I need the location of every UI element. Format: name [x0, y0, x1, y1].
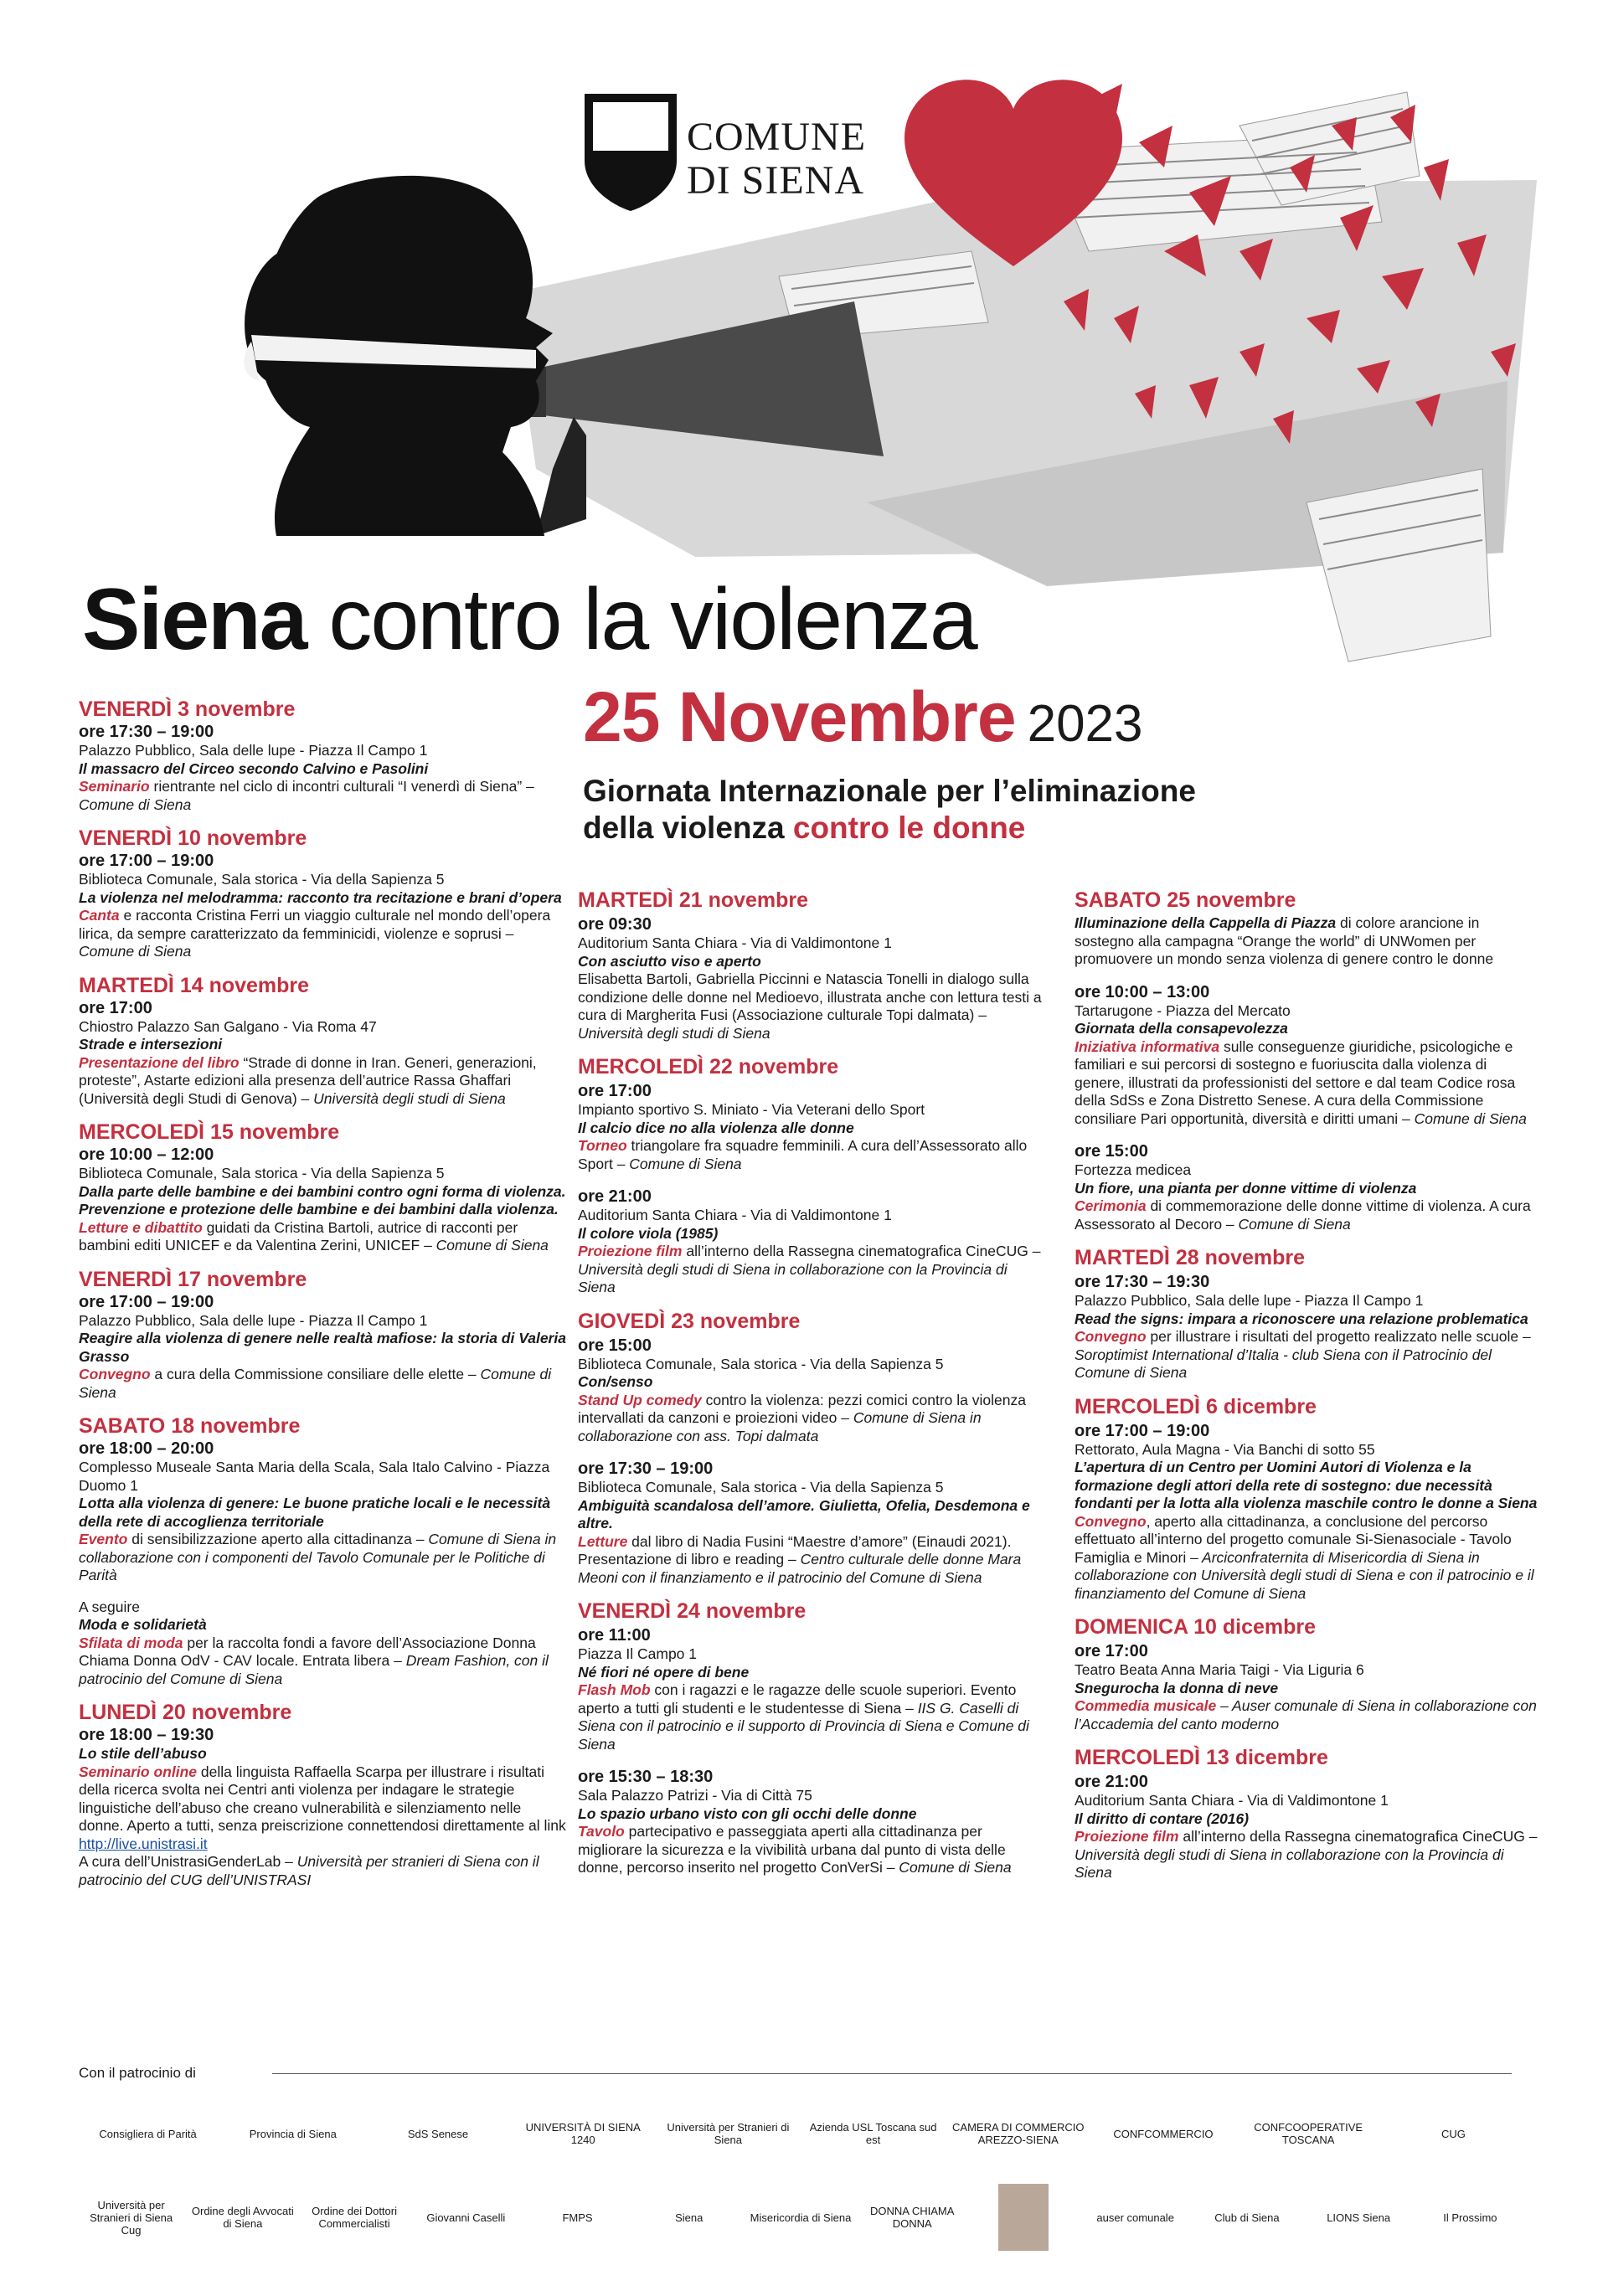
siena-shield-icon	[585, 94, 677, 211]
event-day: VENERDÌ 17 novembre	[79, 1267, 307, 1291]
event-desc: Convegno a cura della Commissione consiliare delle elette – Comune di Siena	[79, 1366, 552, 1401]
event-desc-text: Elisabetta Bartoli, Gabriella Piccinni e Natascia Tonelli in dialogo sulla condizione delle donne nel Medioevo, illustrata anche con lettura testi a cura di Margherita Fusi (Associazione culturale Topi dalmata)	[578, 970, 1042, 1023]
event-organizer: – Università degli studi di Siena in collaborazione con la Provincia di Siena	[1075, 1828, 1538, 1881]
event-entry	[79, 973, 569, 1109]
event-organizer: – Comune di Siena	[612, 1155, 742, 1172]
sponsor-logo: CAMERA DI COMMERCIO AREZZO-SIENA	[952, 2121, 1085, 2146]
event-entry: LUNEDÌ 20 novembre ore 18:00 – 19:30 Lo stile dell’abuso Seminario online della linguista Raffaella Scarpa per illustrare i risultati della ricerca svolta nei Centri anti violenza per indagare le strategie linguistiche dell’abuso che creano vulnerabilità e silenziamento nelle donne. Aperto a tutti, senza preiscrizione connettendosi direttamente al link http://live.unistrasi.it A cura dell’UnistrasiGenderLab – Università per stranieri di Siena con il patrocinio del CUG dell’UNISTRASI	[79, 1700, 569, 1889]
event-time: ore 17:00	[1075, 1642, 1148, 1660]
event-desc-text: , aperto alla cittadinanza, a conclusione del percorso effettuato all’interno del progetto comunale Si-Sienasociale - Tavolo Famiglia e Minori	[1075, 1512, 1512, 1566]
event-place: Fortezza medicea	[1075, 1161, 1192, 1178]
logo-text: COMUNE DI SIENA	[687, 115, 867, 203]
event-time: ore 15:30 – 18:30	[578, 1768, 714, 1786]
event-entry	[578, 888, 1047, 1042]
sponsor-logo: auser comunale	[1096, 2211, 1174, 2224]
event-followup: A seguire Moda e solidarietà Sfilata di moda per la raccolta fondi a favore dell’Associazione Donna Chiama Donna OdV - CAV locale. Entrata libera – Dream Fashion, con il patrocinio del Comune di Siena	[79, 1598, 549, 1687]
event-place: Biblioteca Comunale, Sala storica - Via della Sapienza 5	[578, 1479, 944, 1495]
event-place: Palazzo Pubblico, Sala delle lupe - Piazza Il Campo 1	[79, 742, 428, 759]
event-place: Biblioteca Comunale, Sala storica - Via della Sapienza 5	[79, 871, 445, 888]
event-session	[578, 1767, 1047, 1877]
event-kind: Tavolo	[578, 1823, 625, 1840]
event-organizer: – Università degli studi di Siena in collaborazione con la Provincia di Siena	[578, 1243, 1041, 1295]
event-place: Complesso Museale Santa Maria della Scala, Sala Italo Calvino - Piazza Duomo 1	[79, 1459, 550, 1494]
event-kind: Stand Up comedy	[578, 1391, 702, 1408]
event-entry	[578, 1054, 1047, 1297]
sponsor-logo: CUG	[1440, 2127, 1466, 2140]
event-entry	[578, 1309, 1047, 1588]
event-kind: Commedia musicale	[1075, 1697, 1217, 1714]
event-place: Palazzo Pubblico, Sala delle lupe - Piazza Il Campo 1	[79, 1311, 428, 1329]
sponsor-logo: Club di Siena	[1214, 2211, 1280, 2224]
event-desc	[1075, 1038, 1539, 1129]
event-title: Reagire alla violenza di genere nelle realtà mafiose: la storia di Valeria Grasso	[79, 1330, 566, 1365]
event-entry	[578, 1598, 1047, 1877]
sponsor-logo: Provincia di Siena	[249, 2127, 337, 2140]
event-title: Con/senso	[578, 1373, 653, 1390]
event-organizer: – Auser comunale di Siena in collaborazione con l’Accademia del canto moderno	[1075, 1697, 1537, 1732]
sponsor-logo: FMPS	[562, 2211, 593, 2224]
event-time: ore 11:00	[578, 1626, 651, 1645]
event-kind: Torneo	[578, 1137, 627, 1154]
event-desc	[578, 1823, 1047, 1877]
date-block	[583, 677, 1337, 847]
event-desc: Evento di sensibilizzazione aperto alla cittadinanza – Comune di Siena in collaborazione con i componenti del Tavolo Comunale per le Politiche di Parità	[79, 1531, 557, 1583]
event-day: MERCOLEDÌ 22 novembre	[578, 1055, 839, 1079]
event-session	[1075, 1772, 1539, 1882]
event-title: L’apertura di un Centro per Uomini Autori di Violenza e la formazione degli attori della rete di sostegno: due necessità fondanti per la lotta alla violenza maschile contro le donne a Siena	[1075, 1459, 1538, 1511]
event-entry	[79, 697, 569, 814]
event-desc	[578, 1392, 1047, 1446]
event-year: 2023	[1027, 695, 1143, 753]
event-time: ore 17:30 – 19:00	[79, 723, 214, 741]
event-place: Biblioteca Comunale, Sala storica - Via della Sapienza 5	[79, 1165, 445, 1181]
program-column-1	[79, 697, 569, 1901]
event-session	[578, 914, 1047, 1042]
event-organizer: – Soroptimist International d’Italia - club Siena con il Patrocinio del Comune di Siena	[1075, 1328, 1531, 1381]
event-entry	[79, 1413, 569, 1688]
event-desc-text: triangolare fra squadre femminili. A cura dell’Assessorato allo Sport	[578, 1137, 1028, 1172]
event-desc: Seminario rientrante nel ciclo di incontri culturali “I venerdì di Siena” – Comune di Siena	[79, 778, 534, 813]
event-time: ore 10:00 – 12:00	[79, 1145, 214, 1164]
event-organizer: – Comune di Siena	[882, 1859, 1012, 1876]
event-title: Né fiori né opere di bene	[578, 1663, 750, 1681]
event-title: Ambiguità scandalosa dell’amore. Giulietta, Ofelia, Desdemona e altre.	[578, 1496, 1030, 1532]
event-entry	[79, 1120, 569, 1255]
event-title: Lo spazio urbano visto con gli occhi delle donne	[578, 1804, 917, 1822]
event-session	[1075, 1641, 1539, 1733]
event-title: Lo stile dell’abuso	[79, 1745, 207, 1762]
event-desc-text: all’interno della Rassegna cinematografica CineCUG	[682, 1243, 1028, 1259]
event-kind: Proiezione film	[578, 1243, 683, 1259]
event-kind: Flash Mob	[578, 1681, 651, 1698]
event-organizer: – Comune di Siena	[1398, 1109, 1527, 1127]
sponsor-logo: Università per Stranieri di Siena Cug	[90, 2198, 173, 2237]
event-entry	[1075, 888, 1539, 1233]
event-time: ore 21:00	[578, 1187, 652, 1206]
hero-illustration	[0, 0, 1608, 670]
patronage-label: Con il patrocinio di	[79, 2065, 196, 2081]
event-time: ore 10:00 – 13:00	[1075, 982, 1210, 1001]
sponsor-logo: UNIVERSITÀ DI SIENA 1240	[525, 2121, 641, 2146]
event-desc-text: all’interno della Rassegna cinematografica CineCUG	[1178, 1828, 1525, 1845]
event-entry	[79, 826, 569, 961]
event-desc	[578, 1243, 1047, 1297]
event-kind: Iniziativa informativa	[1075, 1037, 1220, 1055]
event-kind: Proiezione film	[1075, 1828, 1179, 1845]
event-day: LUNEDÌ 20 novembre	[79, 1701, 292, 1724]
event-place: Chiostro Palazzo San Galgano - Via Roma 47	[79, 1017, 377, 1035]
event-place: Auditorium Santa Chiara - Via di Valdimontone 1	[578, 1207, 892, 1223]
event-time: ore 15:00	[1075, 1142, 1148, 1161]
event-desc	[1075, 1513, 1539, 1604]
event-day: SABATO 25 novembre	[1075, 888, 1296, 912]
event-day: MARTEDÌ 28 novembre	[1075, 1246, 1306, 1269]
event-desc	[578, 1137, 1047, 1173]
sponsor-logo: LIONS Siena	[1327, 2211, 1391, 2224]
event-time: ore 17:00 – 19:00	[79, 1292, 214, 1311]
event-time: ore 17:00 – 19:00	[79, 852, 214, 870]
event-day: SABATO 18 novembre	[79, 1414, 301, 1438]
sponsor-logo: Siena	[675, 2211, 704, 2224]
event-session	[578, 1336, 1047, 1446]
event-time: ore 18:00 – 19:30	[79, 1726, 214, 1744]
event-title: Un fiore, una pianta per donne vittime di violenza	[1075, 1179, 1417, 1197]
event-time: ore 17:30 – 19:30	[1075, 1273, 1210, 1291]
event-session	[578, 1625, 1047, 1753]
sponsor-logo: CONFCOOPERATIVE TOSCANA	[1254, 2121, 1363, 2146]
event-place: Auditorium Santa Chiara - Via di Valdimontone 1	[578, 934, 892, 951]
event-session	[578, 1459, 1047, 1587]
event-session	[1075, 1421, 1539, 1604]
stream-link[interactable]: http://live.unistrasi.it	[79, 1835, 208, 1852]
sponsor-logo: CONFCOMMERCIO	[1113, 2127, 1214, 2140]
event-title: La violenza nel melodramma: racconto tra recitazione e brani d’opera	[79, 888, 562, 906]
event-kind: Cerimonia	[1075, 1197, 1147, 1214]
event-desc	[1075, 1197, 1539, 1233]
event-place: Palazzo Pubblico, Sala delle lupe - Piazza Il Campo 1	[1075, 1292, 1424, 1309]
event-day: VENERDÌ 10 novembre	[79, 826, 307, 850]
event-desc	[578, 1533, 1047, 1588]
event-place: Tartarugone - Piazza del Mercato	[1075, 1001, 1291, 1019]
event-place: Biblioteca Comunale, Sala storica - Via della Sapienza 5	[578, 1355, 944, 1372]
event-desc	[1075, 1828, 1539, 1882]
program-column-2	[578, 888, 1047, 1889]
event-desc: Canta e racconta Cristina Ferri un viaggio culturale nel mondo dell’opera lirica, da sempre caratterizzato da femminicidi, violenze e soprusi – Comune di Siena	[79, 907, 551, 960]
event-organizer: – Centro culturale delle donne Mara Meoni con il finanziamento e il patrocinio del Comune di Siena	[578, 1551, 1022, 1586]
event-entry	[1075, 1745, 1539, 1882]
event-day: MERCOLEDÌ 6 dicembre	[1075, 1394, 1317, 1418]
sponsor-logo: DONNA CHIAMA DONNA	[870, 2205, 955, 2230]
event-entry	[1075, 1394, 1539, 1604]
event-time: ore 17:00 – 19:00	[1075, 1421, 1210, 1440]
event-desc-text: con i ragazzi e le ragazze delle scuole superiori. Evento aperto a tutti gli studenti e le studentesse di Siena	[578, 1681, 1017, 1717]
event-organizer: – IIS G. Caselli di Siena con il patrocinio e il supporto di Provincia di Siena e Comune di Siena	[578, 1699, 1029, 1753]
event-time: ore 18:00 – 20:00	[79, 1439, 214, 1458]
sponsor-logo	[972, 2177, 1076, 2257]
event-day: MARTEDÌ 14 novembre	[79, 973, 310, 997]
event-organizer: – Università degli studi di Siena	[578, 1006, 987, 1042]
event-place: Rettorato, Aula Magna - Via Banchi di sotto 55	[1075, 1440, 1375, 1458]
event-time: ore 17:00	[79, 998, 152, 1017]
event-desc-text: sulle conseguenze giuridiche, psicologiche e familiari e sui percorsi di sostegno e fuoriuscita dalla violenza di genere, illustrati da professionisti del settore e dal team Codice rosa della SdSs e Zona Distretto Senese. A cura della Commissione consiliare Pari opportunità, diversità e diritti umani	[1075, 1037, 1516, 1127]
event-entry	[1075, 1614, 1539, 1733]
event-title: Lotta alla violenza di genere: Le buone pratiche locali e le necessità della rete di accoglienza territoriale	[79, 1495, 551, 1530]
event-day: MERCOLEDÌ 13 dicembre	[1075, 1746, 1328, 1769]
event-title: Read the signs: impara a riconoscere una relazione problematica	[1075, 1310, 1528, 1327]
sponsor-logo: Azienda USL Toscana sud est	[809, 2121, 937, 2146]
event-desc	[1075, 914, 1539, 969]
sponsor-logo: Consigliera di Parità	[99, 2127, 197, 2140]
event-day: DOMENICA 10 dicembre	[1075, 1615, 1317, 1639]
event-desc-text: di colore arancione in sostegno alla campagna “Orange the world” di UNWomen per promuovere un mondo senza violenza di genere contro le donne	[1075, 914, 1494, 967]
event-title: Il diritto di contare (2016)	[1075, 1810, 1250, 1827]
event-place: Sala Palazzo Patrizi - Via di Città 75	[578, 1787, 812, 1804]
event-desc: Letture e dibattito guidati da Cristina Bartoli, autrice di racconti per bambini editi UNICEF e da Valentina Zerini, UNICEF – Comune di Siena	[79, 1218, 549, 1254]
event-kind: Convegno	[1075, 1512, 1147, 1530]
event-place: Piazza Il Campo 1	[578, 1645, 698, 1662]
event-title: Il colore viola (1985)	[578, 1224, 719, 1242]
title-rest: contro la violenza	[306, 571, 977, 668]
event-title: Dalla parte delle bambine e dei bambini contro ogni forma di violenza. Prevenzione e protezione delle bambine e dei bambini dalla violenza.	[79, 1182, 566, 1217]
event-day: MARTEDÌ 21 novembre	[578, 888, 809, 912]
event-desc	[1075, 1697, 1539, 1733]
event-title: Snegurocha la donna di neve	[1075, 1679, 1279, 1696]
event-desc: Presentazione del libro “Strade di donne in Iran. Generi, generazioni, proteste”, Astarte edizioni alla presenza dell’autrice Rassa Ghaffari (Università degli Studi di Genova) – Università degli studi di Siena	[79, 1053, 537, 1107]
sponsor-logo: Il Prossimo	[1443, 2211, 1497, 2224]
event-session	[1075, 1272, 1539, 1382]
event-desc-text: contro la violenza: pezzi comici contro la violenza intervallati da canzoni e proiezioni video	[578, 1391, 1026, 1426]
event-date: 25 Novembre	[583, 677, 1016, 756]
event-desc	[578, 970, 1047, 1042]
sponsor-logo: Giovanni Caselli	[426, 2211, 506, 2224]
sponsor-logo: Ordine degli Avvocati di Siena	[191, 2205, 294, 2230]
event-title: Il calcio dice no alla violenza alle donne	[578, 1119, 854, 1136]
event-desc-text: dal libro di Nadia Fusini “Maestre d’amore” (Einaudi 2021). Presentazione di libro e reading	[578, 1532, 1012, 1568]
event-desc: Seminario online della linguista Raffaella Scarpa per illustrare i risultati della ricerca svolta nei Centri anti violenza per indagare le strategie linguistiche dell’abuso che creano vulnerabilità e silenziamento nelle donne. Aperto a tutti, senza preiscrizione connettendosi direttamente al link http://live.unistrasi.it	[79, 1763, 566, 1852]
event-time: ore 21:00	[1075, 1773, 1148, 1791]
event-title: Giornata della consapevolezza	[1075, 1020, 1288, 1037]
event-entry	[79, 1267, 569, 1403]
subtitle: Giornata Internazionale per l’eliminazione della violenza contro le donne	[583, 774, 1196, 845]
event-day: GIOVEDÌ 23 novembre	[578, 1309, 801, 1333]
event-kind: Convegno	[1075, 1328, 1147, 1345]
event-session	[1075, 1141, 1539, 1233]
event-desc	[578, 1681, 1047, 1753]
event-desc	[1075, 1328, 1539, 1382]
event-day: MERCOLEDÌ 15 novembre	[79, 1120, 340, 1144]
event-title: Il massacro del Circeo secondo Calvino e Pasolini	[79, 759, 429, 777]
event-time: ore 15:00	[578, 1336, 652, 1355]
sponsor-logo: SdS Senese	[407, 2127, 469, 2140]
event-place: Auditorium Santa Chiara - Via di Valdimontone 1	[1075, 1792, 1389, 1809]
event-time: ore 09:30	[578, 915, 652, 934]
event-organizer: – Comune di Siena	[1222, 1215, 1351, 1233]
event-entry	[1075, 1245, 1539, 1382]
event-desc-text: per illustrare i risultati del progetto realizzato nelle scuole	[1146, 1328, 1519, 1345]
sponsor-logo: Misericordia di Siena	[750, 2211, 852, 2224]
event-day: VENERDÌ 24 novembre	[578, 1599, 807, 1623]
event-desc-text: partecipativo e passeggiata aperti alla cittadinanza per migliorare la sicurezza e la vivibilità urbana dal punto di vista delle donne, percorso inserito nel progetto ConVerSi	[578, 1823, 1006, 1876]
event-place: Impianto sportivo S. Miniato - Via Veterani dello Sport	[578, 1101, 925, 1118]
event-organizer: – Arciconfraternita di Misericordia di Siena in collaborazione con Università degli studi di Siena e con il patrocinio e il finanziamento del Comune di Siena	[1075, 1548, 1534, 1602]
event-title: Strade e intersezioni	[79, 1036, 223, 1053]
event-organizer: – Comune di Siena in collaborazione con ass. Topi dalmata	[578, 1409, 982, 1444]
title-bold: Siena	[82, 571, 307, 668]
divider	[272, 2073, 1512, 2074]
event-title: Con asciutto viso e aperto	[578, 952, 761, 970]
event-session	[1075, 982, 1539, 1129]
program-column-3	[1075, 888, 1539, 1894]
event-kind: Letture	[578, 1532, 628, 1550]
event-day: VENERDÌ 3 novembre	[79, 698, 296, 721]
event-session	[1075, 914, 1539, 969]
sponsor-logo: Ordine dei Dottori Commercialisti	[312, 2205, 397, 2230]
event-session	[578, 1187, 1047, 1297]
event-desc-text: di commemorazione delle donne vittime di violenza. A cura Assessorato al Decoro	[1075, 1197, 1531, 1233]
sponsor-logo: Università per Stranieri di Siena	[667, 2121, 790, 2146]
event-time: ore 17:30 – 19:00	[578, 1459, 714, 1478]
poster-title	[82, 571, 1171, 668]
event-session	[578, 1081, 1047, 1173]
comune-di-siena-logo	[585, 94, 936, 211]
event-time: ore 17:00	[578, 1082, 652, 1100]
event-title: Illuminazione della Cappella di Piazza	[1075, 914, 1337, 931]
event-place: Teatro Beata Anna Maria Taigi - Via Liguria 6	[1075, 1661, 1364, 1678]
